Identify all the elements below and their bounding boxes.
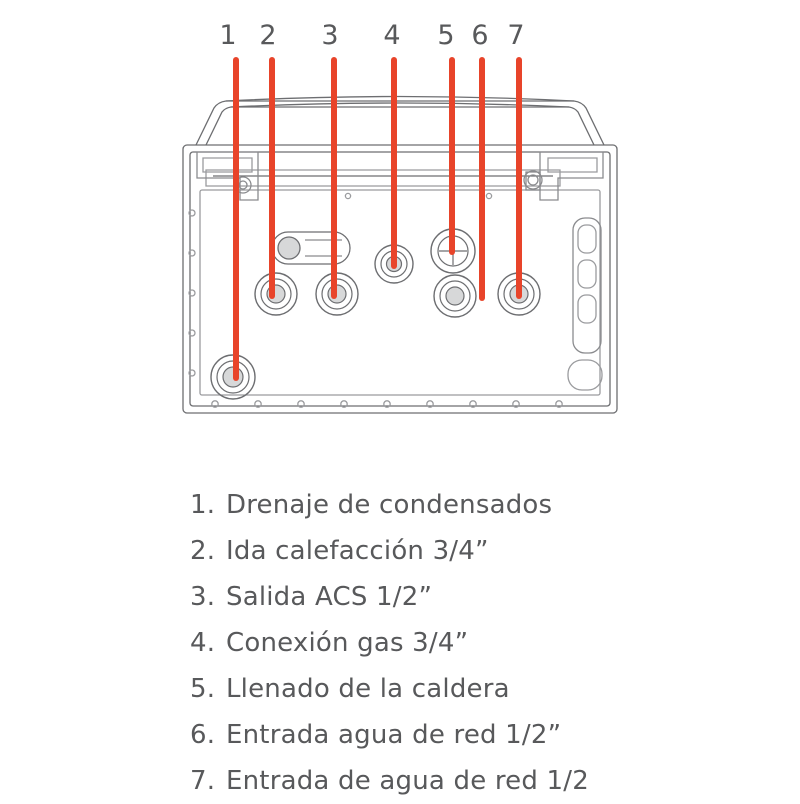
legend-item-2-number: 2.: [190, 536, 216, 566]
callout-number-2: 2: [259, 20, 277, 51]
boiler-outline: [183, 97, 617, 414]
legend-item-6-label: Entrada agua de red 1/2”: [226, 720, 562, 750]
port-6-mains-water-inlet: [434, 275, 476, 317]
legend-item-5-number: 5.: [190, 674, 216, 704]
legend-item-6: [190, 712, 770, 758]
connection-ports: [211, 229, 540, 399]
legend-item-3-label: Salida ACS 1/2”: [226, 582, 433, 612]
legend-item-7: [190, 758, 770, 804]
callout-number-3: 3: [321, 20, 339, 51]
callout-number-4: 4: [383, 20, 401, 51]
legend-item-2: [190, 528, 770, 574]
legend-item-4-label: Conexión gas 3/4”: [226, 628, 469, 658]
legend-item-4: [190, 620, 770, 666]
callout-leader-lines: [236, 60, 519, 378]
legend-item-1-number: 1.: [190, 490, 216, 520]
legend-item-3-number: 3.: [190, 582, 216, 612]
legend-item-2-label: Ida calefacción 3/4”: [226, 536, 489, 566]
legend-item-7-number: 7.: [190, 766, 216, 796]
legend-item-5-label: Llenado de la caldera: [226, 674, 510, 704]
callout-numbers: [219, 20, 524, 51]
callout-number-6: 6: [471, 20, 489, 51]
legend-list: [190, 482, 770, 804]
callout-number-1: 1: [219, 20, 237, 51]
callout-number-5: 5: [437, 20, 455, 51]
legend-item-5: [190, 666, 770, 712]
legend-item-3: [190, 574, 770, 620]
siphon-fixture: [272, 232, 350, 264]
legend-item-4-number: 4.: [190, 628, 216, 658]
legend-item-7-label: Entrada de agua de red 1/2: [226, 766, 589, 796]
port-2-heating-flow: [255, 273, 297, 315]
legend-item-1: [190, 482, 770, 528]
callout-number-7: 7: [507, 20, 525, 51]
legend-item-1-label: Drenaje de condensados: [226, 490, 553, 520]
legend-item-6-number: 6.: [190, 720, 216, 750]
